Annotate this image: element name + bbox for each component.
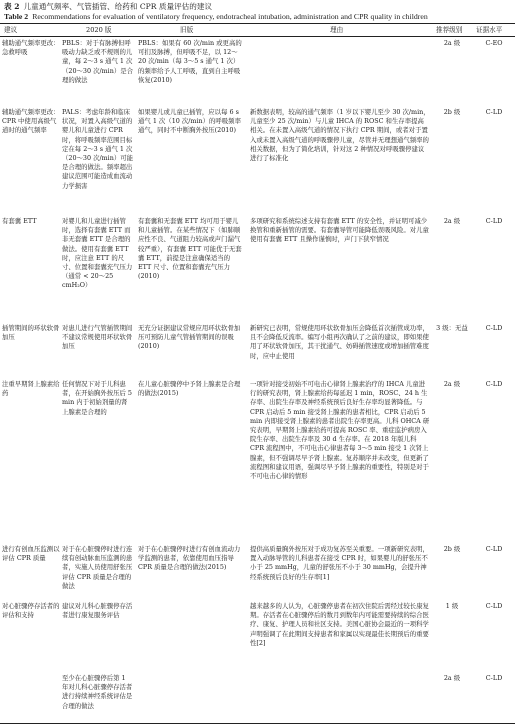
row-1-old: PBLS：如果有 60 次/min 或更高的可扪及脉搏，但呼吸不足，以 12～20 次/min（每 3～5 s 通气 1 次）的频率给予人工呼吸，直到自主呼吸恢复(2010) <box>138 39 242 84</box>
row-5-topic: 注重早期肾上腺素给药 <box>2 380 60 398</box>
top-rule <box>0 23 515 24</box>
row-4-old: 无充分证据建议常规应用环状软骨加压可预防儿童气管插管期间的误吸 (2010) <box>138 324 241 351</box>
table-title-en: Recommendations for evaluation of ventilatory frequency, endotracheal intubation, administration and CPR quality in children <box>32 12 428 21</box>
col-header-evidence: 证据水平 <box>476 26 503 34</box>
row-6-level: C-LD <box>485 545 503 553</box>
row-3-level: C-LD <box>485 217 503 225</box>
row-6-grade: 2b 级 <box>443 545 461 553</box>
col-header-reason: 理由 <box>330 26 344 34</box>
table-label-zh: 表 2 <box>4 2 20 11</box>
row-7-2020: 建议对儿科心脏骤停存活者进行康复服务评估 <box>62 602 133 620</box>
row-6-old: 对于在心脏骤停时进行有创血流动力学监测的患者，依靠使用血压指导 CPR 质量是合理的做法(2015) <box>138 545 241 572</box>
row-2-old: 如果婴儿或儿童已插管，应以每 6 s 通气 1 次（10 次/min）的呼吸频率通气，同时不中断胸外按压(2010) <box>138 108 241 135</box>
row-3-grade: 2a 级 <box>443 217 461 225</box>
row-7-reason: 越来越多的人认为，心脏骤停患者在初次住院后需经过较长康复期。存活者在心脏骤停后的数月到数年内可能需要持续的综合医疗、康复、护理人员和社区支持。美国心脏协会最近的一项科学声明强调了在此期间支持患者和家属以实现最佳长期预后的重要性[2] <box>250 602 429 647</box>
row-3-topic: 有套囊 ETT <box>2 217 37 225</box>
table-caption-en <box>4 12 428 21</box>
table-label-en: Table 2 <box>4 12 29 21</box>
row-8-grade: 2a 级 <box>443 674 461 682</box>
row-3-2020: 对婴儿和儿童进行插管时，选择有套囊 ETT 而非无套囊 ETT 是合理的做法。使用有套囊 ETT 时，应注意 ETT 的尺寸、位置和套囊充气压力（通常 < 20～25 cmH₂O） <box>62 217 133 290</box>
row-2-2020: PALS：考虑年龄和临床状况，对置入高级气道的婴儿和儿童进行 CPR 时，将呼吸频率范围目标定在每 2～3 s 通气 1 次（20～30 次/min）可能是合理的做法。频率超出建议范围可能造成血流动力学损害 <box>62 108 133 190</box>
row-7-grade: 1 级 <box>445 602 459 610</box>
header-rule <box>0 36 515 37</box>
col-header-grade: 推荐级别 <box>436 26 463 34</box>
row-6-topic: 进行有创血压监测以评估 CPR 质量 <box>2 545 60 563</box>
row-5-grade: 2a 级 <box>443 380 461 388</box>
bottom-rule <box>0 723 515 724</box>
row-4-2020: 对患儿进行气管插管期间不建议常规使用环状软骨加压 <box>62 324 133 351</box>
table-title-zh: 儿童通气频率、气管插管、给药和 CPR 质量评估的建议 <box>23 2 213 11</box>
row-2-grade: 2b 级 <box>443 108 461 116</box>
row-1-2020: PBLS：对于有脉搏但呼吸动力缺乏或不规则的儿童，每 2～3 s 通气 1 次（20～30 次/min）是合理的做法 <box>62 39 133 84</box>
row-8-2020: 至少在心脏骤停后第 1 年对儿科心脏骤停存活者进行持续神经系统评估是合理的做法 <box>62 674 133 710</box>
row-4-topic: 插管期间的环状软骨加压 <box>2 324 60 342</box>
row-6-2020: 对于在心脏骤停时进行连续有创动脉血压监测的患者，实施人员使用舒张压评估 CPR 质量是合理的做法 <box>62 545 133 590</box>
row-5-level: C-LD <box>485 380 503 388</box>
row-1-grade: 2a 级 <box>443 39 461 47</box>
row-2-level: C-LD <box>485 108 503 116</box>
row-1-topic: 辅助通气频率更改：急救呼吸 <box>2 39 60 57</box>
row-2-topic: 辅助通气频率更改：CPR 中使用高级气道时的通气频率 <box>2 108 60 135</box>
row-8-level: C-LD <box>485 674 503 682</box>
row-5-reason: 一项针对接受初始不可电击心律肾上腺素治疗的 IHCA 儿童进行的研究表明，肾上腺素给药每延迟 1 min，ROSC、24 h 生存率、出院生存率及神经系统预后良好生存率均显著降低。与 CPR 启动后 5 min 接受肾上腺素的患者相比，CPR 启动后 5 min 内即接受肾上腺素的患者出院生存率更高。儿科 OHCA 研究表明，早期肾上腺素给药可提高 ROSC 率、重症监护病房入院生存率、出院生存率及 30 d 生存率。在 2018 年版儿科 CPR 流程图中，不可电击心律患者每 3～5 min 接受 1 次肾上腺素，但不强调尽早予肾上腺素。复苏顺序并未改变，但更新了流程图和建议用语，强调尽早予肾上腺素的重要性，特别是对于不可电击心律的情形 <box>250 380 430 481</box>
col-header-recommendation: 建议 <box>4 26 18 34</box>
row-4-grade: 3 级：无益 <box>436 324 468 332</box>
col-header-old: 旧版 <box>180 26 194 34</box>
row-7-topic: 对心脏骤停存活者的评估和支持 <box>2 602 60 620</box>
row-1-level: C-EO <box>485 39 503 47</box>
col-header-2020: 2020 版 <box>86 26 112 34</box>
row-5-2020: 任何情况下对于儿科患者，在开始胸外按压后 5 min 内于初始剂量的肾上腺素是合理的 <box>62 380 133 416</box>
row-7-level: C-LD <box>485 602 503 610</box>
row-3-reason: 多项研究和系统综述支持有套囊 ETT 的安全性，并证明可减少换管和重新插管的需要。有套囊导管可能降低误吸风险。对儿童使用有套囊 ETT 且操作谨慎时，声门下狭窄情况 <box>250 217 429 244</box>
row-4-reason: 新研究已表明，常规使用环状软骨加压会降低首次插管成功率，且不会降低反流率。编写小组再次确认了之前的建议，即如果使用了环状软骨加压，其干扰通气、妨碍插管速度或增加插管难度时，应中止使用 <box>250 324 429 360</box>
row-5-old: 在儿童心脏骤停中予肾上腺素是合理的做法(2015) <box>138 380 241 398</box>
row-3-old: 有套囊和无套囊 ETT 均可用于婴儿和儿童插管。在某些情况下（如肺顺应性不良、气道阻力较高或声门漏气较严重），有套囊 ETT 可能优于无套囊 ETT，前提是注意确保适当的 ETT 尺寸、位置和套囊充气压力(2010) <box>138 217 242 281</box>
table-caption-zh <box>4 2 212 11</box>
row-4-level: C-LD <box>485 324 503 332</box>
row-6-reason: 提供高质量胸外按压对于成功复苏至关重要。一项新研究表明，置入动脉导管的儿科患者在接受 CPR 时，如果婴儿的舒张压不小于 25 mmHg，儿童的舒张压不小于 30 mmHg，会提升神经系统预后良好的生存率[1] <box>250 545 429 581</box>
row-2-reason: 新数据表明，较高的通气频率（1 岁以下婴儿至少 30 次/min，儿童至少 25 次/min）与儿童 IHCA 的 ROSC 和生存率提高相关。在未置入高级气道的情况下执行 CPR 期间，或者对于置入或未置入高级气道的呼吸骤停儿童，尽管并无理想通气频率的相关数据，但为了简化培训，针对这 2 种情况对呼吸骤停建议进行了标准化 <box>250 108 430 163</box>
